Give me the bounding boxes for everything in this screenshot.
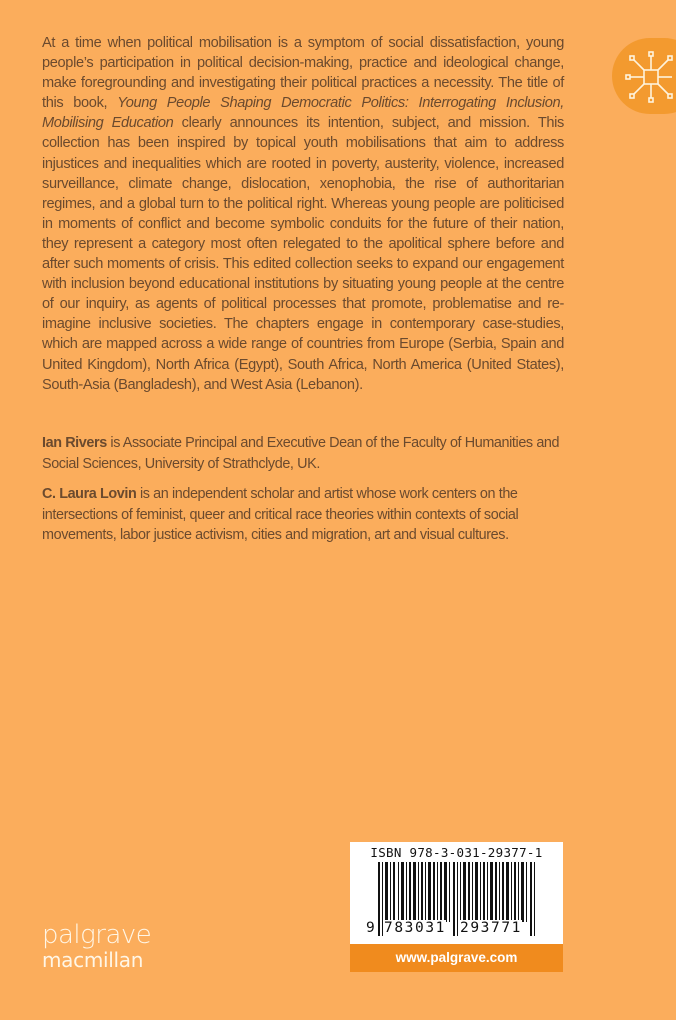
isbn-label: ISBN 978-3-031-29377-1 [370,845,543,860]
editor-bio-text: is Associate Principal and Executive Dean of the Faculty of Humanities and Social Sciences, University of Strathclyde, UK. [42,435,560,472]
isbn-barcode-box [350,842,563,944]
barcode-digit-first: 9 [366,920,375,936]
logo-palgrave: palgrave [42,920,152,950]
barcode-digits-group2: 293771 [460,920,522,936]
logo-macmillan: macmillan [42,948,144,972]
blurb-paragraph [42,33,564,395]
series-badge [612,38,676,114]
back-cover-blurb [42,33,564,395]
editor-bio-laura-lovin [42,484,564,546]
editor-name: C. Laura Lovin [42,486,137,502]
editor-bio-text: is an independent scholar and artist whose work centers on the intersections of feminist, queer and critical race theories within contexts of social movements, labor justice activism, cities and migration, art and visual cultures. [42,486,519,543]
publisher-url: www.palgrave.com [350,944,563,972]
blurb-text-part2: clearly announces its intention, subject, and mission. This collection has been inspired by topical youth mobilisations that aim to address injustices and inequalities which are rooted in poverty, austerity, violence, increased surveillance, climate change, dislocation, xenophobia, the rise of authoritarian regimes, and a global turn to the political right. Whereas young people are politicised in moments of conflict and become symbolic conduits for the future of their nation, they represent a category most often relegated to the apolitical sphere before and after such moments of crisis. This edited collection seeks to expand our engagement with inclusion beyond educational institutions by situating young people at the centre of our inquiry, as agents of political processes that promote, problematise and re-imagine inclusive societies. The chapters engage in contemporary case-studies, which are mapped across a wide range of countries from Europe (Serbia, Spain and United Kingdom), North Africa (Egypt), South Africa, North America (United States), South-Asia (Bangladesh), and West Asia (Lebanon). [42,115,564,393]
publisher-logo [42,922,151,972]
editor-bio-ian-rivers [42,433,564,474]
blurb-text-part1: At a time when political mobilisation is a symptom of social dissatisfaction, young people’s participation in political decision-making, practice and ideological change, make foregrounding and investigating their political practices a necessity. The title of this book, [42,35,564,112]
circuit-network-icon [622,48,676,106]
editor-name: Ian Rivers [42,435,107,451]
barcode-digits-group1: 783031 [384,920,446,936]
book-title-italic: Young People Shaping Democratic Politics: Interrogating Inclusion, Mobilising Education [42,95,565,132]
